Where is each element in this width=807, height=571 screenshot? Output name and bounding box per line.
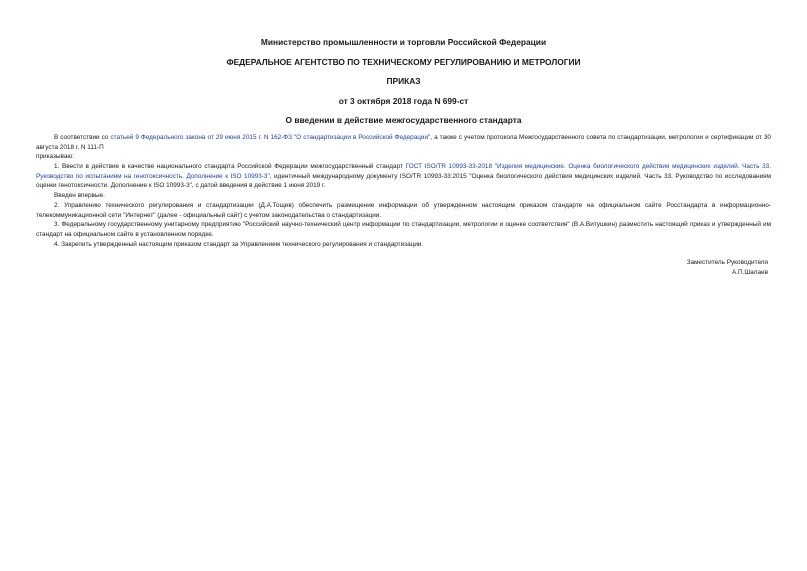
item-3-paragraph: 3. Федеральному государственному унитарному предприятию "Российский научно-технический центр информации по стандартизации, метрологии и оценке соответствия" (В.А.Витушкин) разместить настоящий приказ и утвержденный им стандарт на официальном сайте в установленном порядке. xyxy=(36,221,771,238)
document-subject: О введении в действие межгосударственного стандарта xyxy=(285,115,522,125)
intro-prefix: В соответствии со xyxy=(54,134,111,141)
document-body xyxy=(36,133,771,249)
standard-link[interactable]: ГОСТ ISO/TR 10993-33-2018 "Изделия медицинские. Оценка биологического действия медицинских изделий. Часть 33. Руководство по испытаниям на генотоксичность. Дополнение к ISO 10993-3" xyxy=(36,163,771,180)
item-2-paragraph: 2. Управлению технического регулирования и стандартизации (Д.А.Тощев) обеспечить размещение информации об утвержденном настоящим приказом стандарте на официальном сайте Росстандарта в информационно-телекоммуникационной сети "Интернет" (далее - официальный сайт) с учетом законодательства о стандартизации. xyxy=(36,201,771,219)
item-1-paragraph xyxy=(36,162,771,191)
agency-title: ФЕДЕРАЛЬНОЕ АГЕНТСТВО ПО ТЕХНИЧЕСКОМУ РЕГУЛИРОВАНИЮ И МЕТРОЛОГИИ xyxy=(226,57,581,67)
document-type: ПРИКАЗ xyxy=(386,76,421,86)
introduced-first-note: Введен впервые. xyxy=(54,192,105,200)
item-1-prefix: 1. Ввести в действие в качестве национального стандарта Российской Федерации межгосударственный стандарт xyxy=(54,163,406,171)
signature-position: Заместитель Руководителя xyxy=(686,259,768,266)
item-1-suffix: , идентичный международному документу ISO/TR 10993-33:2015 "Оценка биологического действия медицинских изделий. Часть 33. Руководство по исследованиям оценки генотоксичности. Дополнение к ISO 10993-3", с датой введения в действие 1 июня 2019 г. xyxy=(36,172,771,190)
document-date-number: от 3 октября 2018 года N 699-ст xyxy=(338,96,469,106)
order-word: приказываю: xyxy=(36,153,74,161)
intro-paragraph xyxy=(36,133,771,152)
item-4-paragraph: 4. Закрепить утвержденный настоящим приказом стандарт за Управлением технического регулирования и стандартизации. xyxy=(54,240,424,248)
law-link[interactable]: статьей 9 Федерального закона от 29 июня 2015 г. N 162-ФЗ "О стандартизации в Российской Федерации" xyxy=(110,134,431,141)
intro-suffix: , а также с учетом протокола Межгосударственного совета по стандартизации, метрологии и сертификации от 30 августа 2018 г. N 111-П xyxy=(36,134,771,151)
ministry-title: Министерство промышленности и торговли Российской Федерации xyxy=(260,37,547,47)
signature-name: А.П.Шалаев xyxy=(731,269,768,276)
